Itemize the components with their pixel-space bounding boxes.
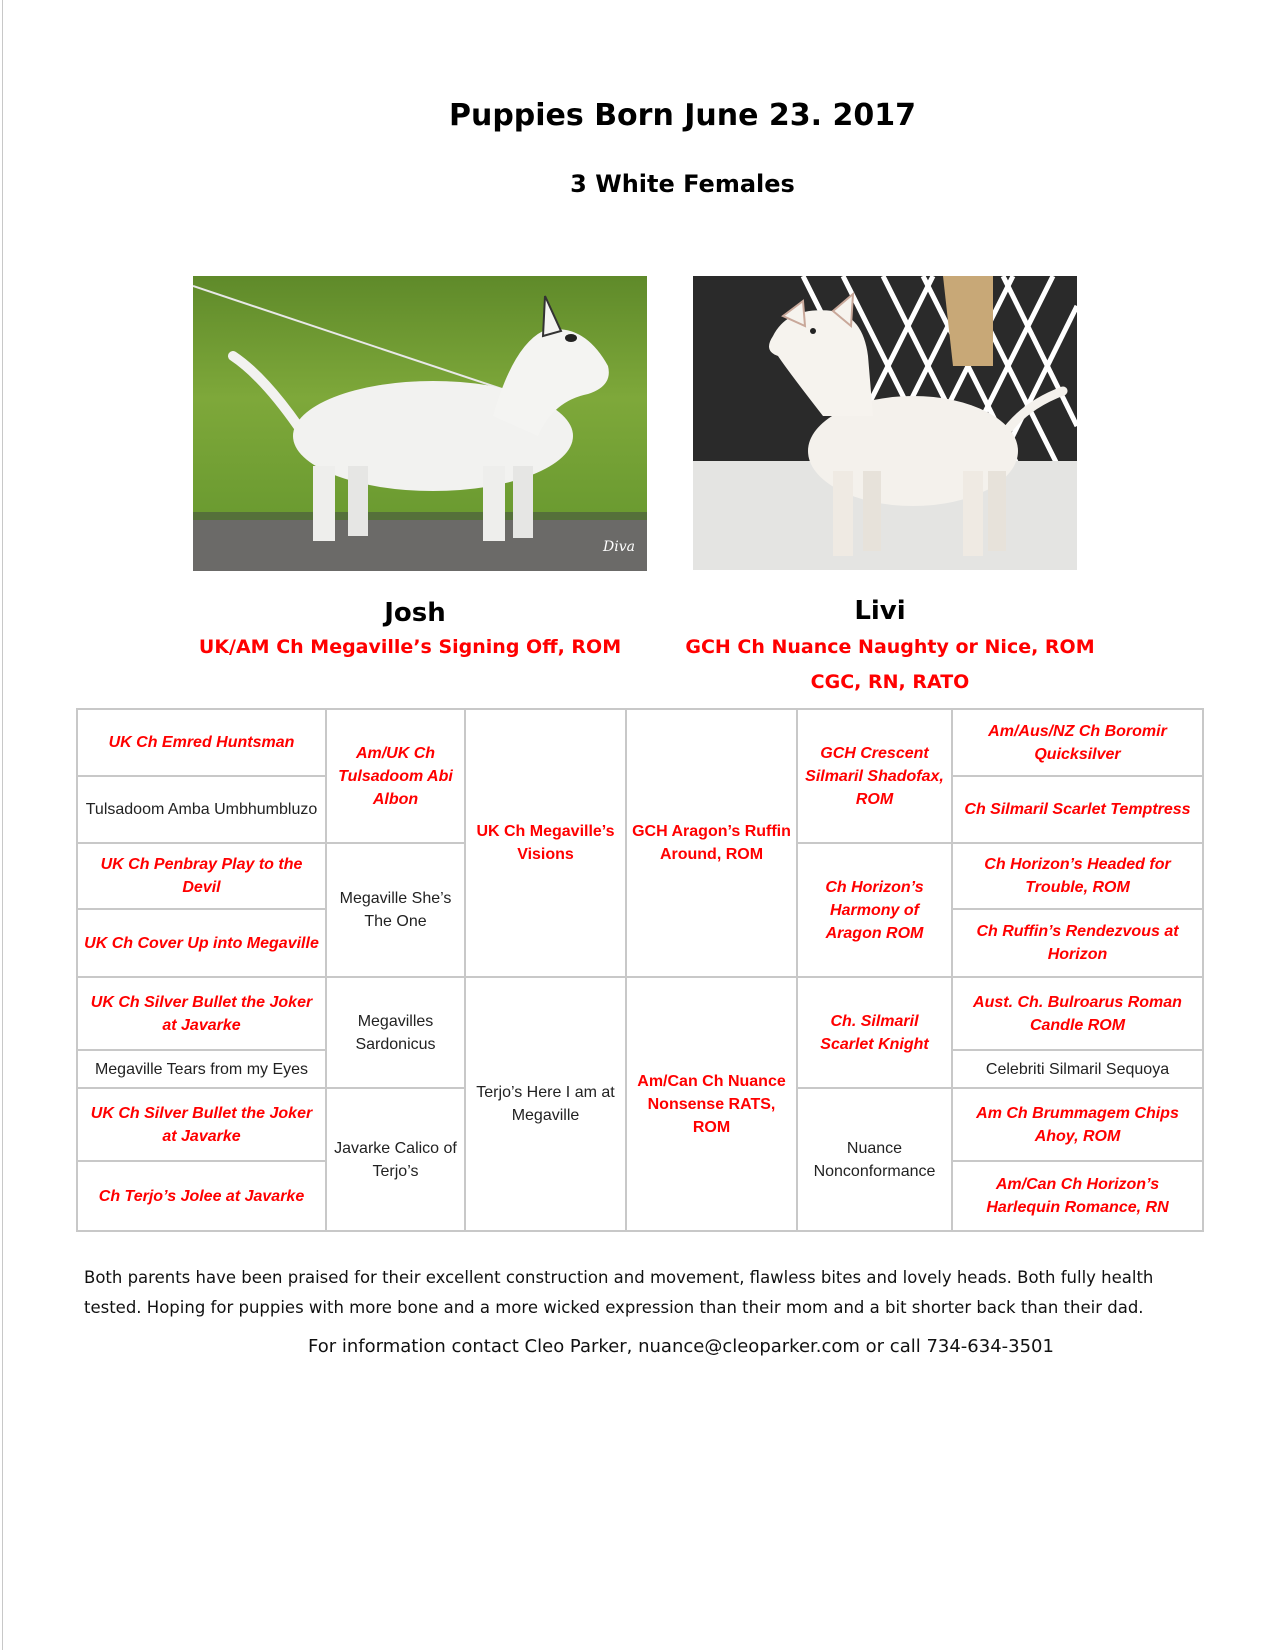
pedigree-cell: Megaville Tears from my Eyes bbox=[77, 1050, 326, 1088]
pedigree-cell: Ch Terjo’s Jolee at Javarke bbox=[77, 1161, 326, 1231]
description-paragraph: Both parents have been praised for their excellent construction and movement, flawless bites and lovely heads. Both fully health tested. Hoping for puppies with more bone and a more wicked expression than their mom and a bit shorter back than their dad. bbox=[84, 1268, 1154, 1317]
dam-photo bbox=[693, 276, 1077, 570]
pedigree-cell: Megaville She’s The One bbox=[326, 843, 465, 977]
pedigree-cell: UK Ch Megaville’s Visions bbox=[465, 709, 626, 977]
pedigree-cell: UK Ch Silver Bullet the Joker at Javarke bbox=[77, 977, 326, 1050]
sire-photo bbox=[193, 276, 647, 571]
pedigree-cell: GCH Aragon’s Ruffin Around, ROM bbox=[626, 709, 797, 977]
dam-name: Livi bbox=[854, 596, 906, 626]
page-subtitle: 3 White Females bbox=[570, 170, 795, 198]
sire-name: Josh bbox=[384, 598, 446, 628]
pedigree-cell: Terjo’s Here I am at Megaville bbox=[465, 977, 626, 1231]
pedigree-cell: Am/Can Ch Nuance Nonsense RATS, ROM bbox=[626, 977, 797, 1231]
svg-text:Diva: Diva bbox=[603, 539, 635, 555]
pedigree-cell: Ch. Silmaril Scarlet Knight bbox=[797, 977, 952, 1088]
pedigree-cell: UK Ch Cover Up into Megaville bbox=[77, 909, 326, 977]
pedigree-cell: Ch Ruffin’s Rendezvous at Horizon bbox=[952, 909, 1203, 977]
pedigree-cell: Ch Silmaril Scarlet Temptress bbox=[952, 776, 1203, 843]
pedigree-cell: Nuance Nonconformance bbox=[797, 1088, 952, 1231]
pedigree-cell: Javarke Calico of Terjo’s bbox=[326, 1088, 465, 1231]
pedigree-cell: Am/Can Ch Horizon’s Harlequin Romance, RN bbox=[952, 1161, 1203, 1231]
pedigree-cell: Celebriti Silmaril Sequoya bbox=[952, 1050, 1203, 1088]
pedigree-cell: Ch Horizon’s Harmony of Aragon ROM bbox=[797, 843, 952, 977]
sire-title: UK/AM Ch Megaville’s Signing Off, ROM bbox=[198, 636, 622, 658]
contact-line: For information contact Cleo Parker, nuance@cleoparker.com or call 734-634-3501 bbox=[308, 1336, 1054, 1357]
pedigree-cell: Megavilles Sardonicus bbox=[326, 977, 465, 1088]
pedigree-cell: Am/UK Ch Tulsadoom Abi Albon bbox=[326, 709, 465, 843]
dam-title-line2: CGC, RN, RATO bbox=[810, 671, 970, 693]
pedigree-cell: UK Ch Emred Huntsman bbox=[77, 709, 326, 776]
pedigree-table bbox=[76, 708, 1204, 1232]
pedigree-cell: UK Ch Penbray Play to the Devil bbox=[77, 843, 326, 909]
pedigree-cell: Aust. Ch. Bulroarus Roman Candle ROM bbox=[952, 977, 1203, 1050]
pedigree-cell: Am Ch Brummagem Chips Ahoy, ROM bbox=[952, 1088, 1203, 1161]
page-title: Puppies Born June 23. 2017 bbox=[448, 98, 917, 133]
page-edge-line bbox=[2, 0, 3, 1650]
pedigree-cell: GCH Crescent Silmaril Shadofax, ROM bbox=[797, 709, 952, 843]
pedigree-cell: Am/Aus/NZ Ch Boromir Quicksilver bbox=[952, 709, 1203, 776]
pedigree-cell: Tulsadoom Amba Umbhumbluzo bbox=[77, 776, 326, 843]
pedigree-cell: UK Ch Silver Bullet the Joker at Javarke bbox=[77, 1088, 326, 1161]
pedigree-cell: Ch Horizon’s Headed for Trouble, ROM bbox=[952, 843, 1203, 909]
dam-title-line1: GCH Ch Nuance Naughty or Nice, ROM bbox=[685, 636, 1095, 658]
